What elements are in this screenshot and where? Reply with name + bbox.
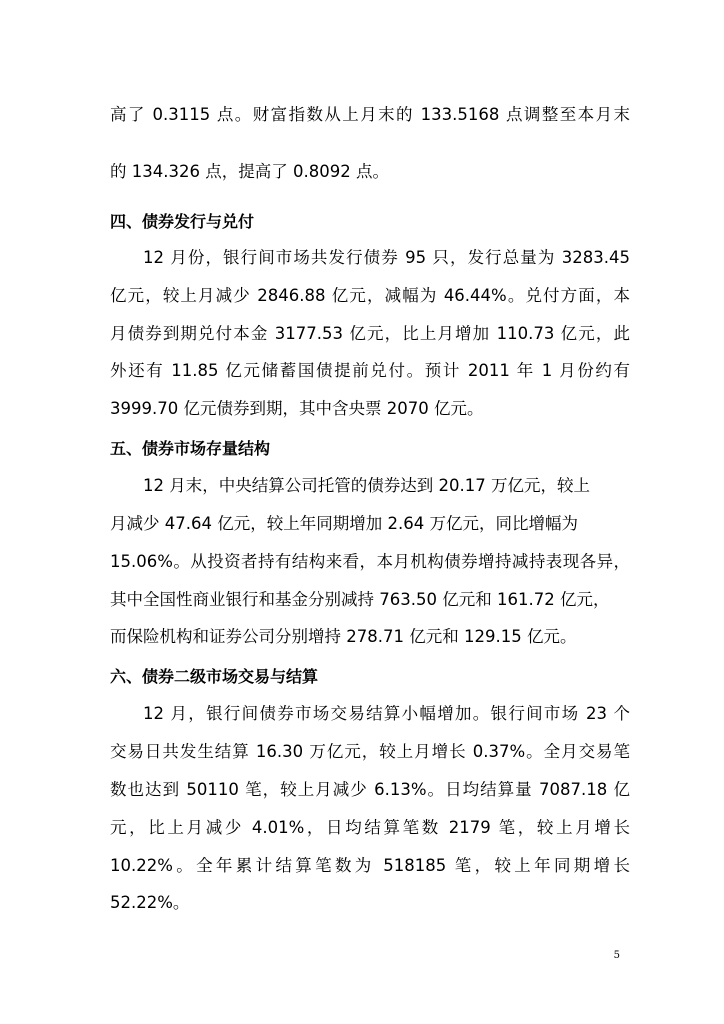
section-heading-secondary-market: 六、债券二级市场交易与结算 — [110, 667, 319, 686]
paragraph-line: 交易日共发生结算 16.30 万亿元，较上月增长 0.37%。全月交易笔 — [110, 742, 630, 761]
paragraph-line: 数也达到 50110 笔，较上月减少 6.13%。日均结算量 7087.18 亿 — [110, 780, 630, 799]
paragraph-line: 月债券到期兑付本金 3177.53 亿元，比上月增加 110.73 亿元，此 — [110, 324, 630, 343]
paragraph-line: 月减少 47.64 亿元，较上年同期增加 2.64 万亿元，同比增幅为 — [110, 514, 578, 533]
paragraph-line: 而保险机构和证券公司分别增持 278.71 亿元和 129.15 亿元。 — [110, 627, 577, 646]
paragraph-line: 高了 0.3115 点。财富指数从上月末的 133.5168 点调整至本月末 — [110, 105, 630, 124]
paragraph-line: 的 134.326 点，提高了 0.8092 点。 — [110, 162, 389, 181]
paragraph-line: 52.22%。 — [110, 893, 190, 912]
paragraph-line: 12 月末，中央结算公司托管的债券达到 20.17 万亿元，较上 — [143, 476, 590, 495]
section-heading-bond-market-structure: 五、债券市场存量结构 — [110, 439, 271, 458]
paragraph-line: 12 月份，银行间市场共发行债券 95 只，发行总量为 3283.45 — [143, 248, 630, 267]
page-number: 5 — [613, 950, 620, 961]
paragraph-line: 3999.70 亿元债券到期，其中含央票 2070 亿元。 — [110, 399, 484, 418]
paragraph-line: 外还有 11.85 亿元储蓄国债提前兑付。预计 2011 年 1 月份约有 — [110, 361, 630, 380]
paragraph-line: 其中全国性商业银行和基金分别减持 763.50 亿元和 161.72 亿元， — [110, 590, 610, 609]
paragraph-line: 亿元，较上月减少 2846.88 亿元，减幅为 46.44%。兑付方面，本 — [110, 286, 630, 305]
section-heading-bond-issuance: 四、债券发行与兑付 — [110, 212, 255, 231]
paragraph-line: 元，比上月减少 4.01%，日均结算笔数 2179 笔，较上月增长 — [110, 818, 630, 837]
paragraph-line: 12 月，银行间债券市场交易结算小幅增加。银行间市场 23 个 — [143, 704, 630, 723]
paragraph-line: 15.06%。从投资者持有结构来看，本月机构债券增持减持表现各异， — [110, 552, 630, 571]
paragraph-line: 10.22%。全年累计结算笔数为 518185 笔，较上年同期增长 — [110, 856, 630, 875]
